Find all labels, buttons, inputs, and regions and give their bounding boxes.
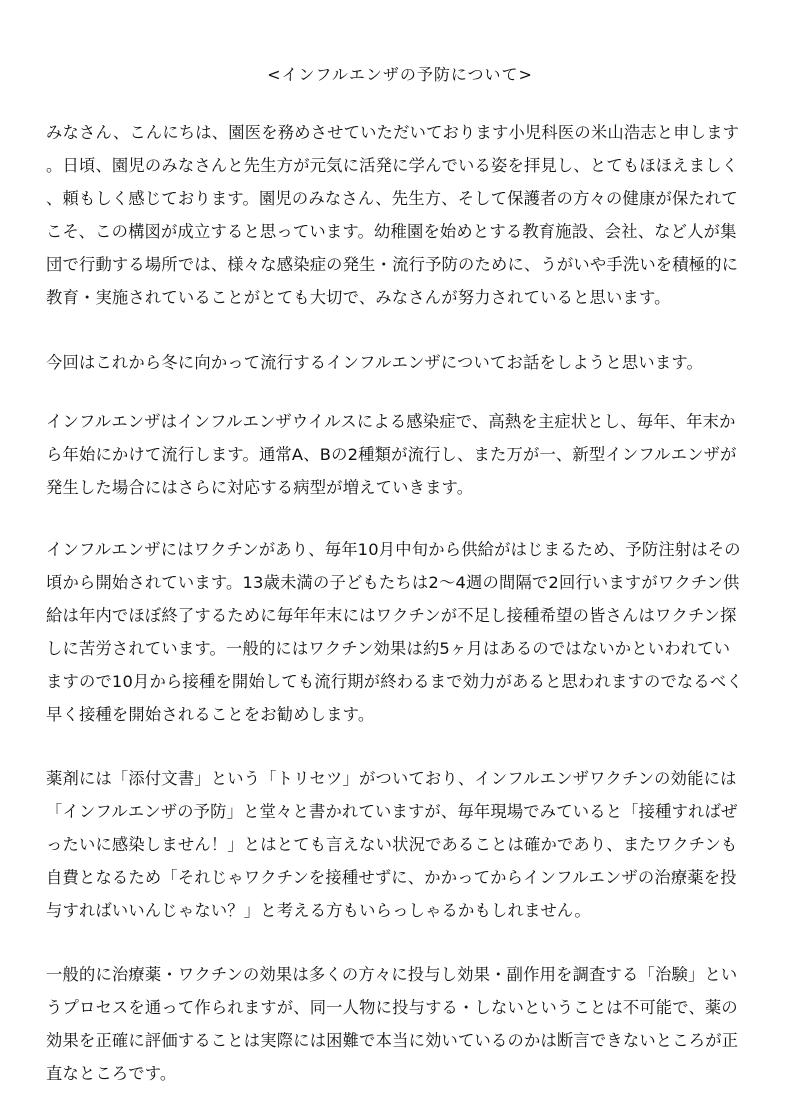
text-line: 発生した場合にはさらに対応する病型が増えていきます。	[46, 478, 474, 497]
text-line: 早く接種を開始されることをお勧めします。	[46, 705, 375, 724]
paragraph-influenza-overview	[46, 405, 786, 504]
text-line: 頃から開始されています。13歳未満の子どもたちは2～4週の間隔で2回行いますがワクチン供	[46, 573, 740, 592]
paragraph-topic	[46, 346, 786, 379]
text-line: 、頼もしく感じております。園児のみなさん、先生方、そして保護者の方々の健康が保たれて	[46, 189, 738, 208]
text-line: 与すればいいんじゃない？」と考える方もいらっしゃるかもしれません。	[46, 901, 591, 920]
paragraph-package-insert	[46, 762, 786, 927]
text-line: 給は年内でほぼ終了するために毎年年末にはワクチンが不足し接種希望の皆さんはワクチン探	[46, 606, 737, 625]
text-line: 「インフルエンザの予防」と堂々と書かれていますが、毎年現場でみていると「接種すればぜ	[46, 802, 738, 821]
text-line: 。日頃、園児のみなさんと先生方が元気に活発に学んでいる姿を拝見し、とてもほほえましく	[46, 156, 739, 175]
text-line: しに苦労されています。一般的にはワクチン効果は約5ヶ月はあるのではないかといわれてい	[46, 639, 731, 658]
text-line: こそ、この構図が成立すると思っています。幼稚園を始めとする教育施設、会社、など人が集	[46, 222, 737, 241]
paragraph-clinical-trials	[46, 958, 786, 1090]
text-line: 薬剤には「添付文書」という「トリセツ」がついており、インフルエンザワクチンの効能には	[46, 769, 737, 788]
text-line: 直なところです。	[46, 1064, 177, 1083]
text-line: うプロセスを通って作られますが、同一人物に投与する・しないということは不可能で、薬の	[46, 998, 738, 1017]
text-line: 団で行動する場所では、様々な感染症の発生・流行予防のために、うがいや手洗いを積極的に	[46, 255, 739, 274]
paragraph-vaccine-schedule	[46, 533, 786, 731]
text-line: 今回はこれから冬に向かって流行するインフルエンザについてお話をしようと思います。	[46, 353, 703, 372]
text-line: 効果を正確に評価することは実際には困難で本当に効いているのかは断言できないところが正	[46, 1031, 739, 1050]
text-line: ますので10月から接種を開始しても流行期が終わるまで効力があると思われますのでなるべく	[46, 672, 743, 691]
text-line: インフルエンザにはワクチンがあり、毎年10月中旬から供給がはじまるため、予防注射はその	[46, 540, 741, 559]
text-line: ら年始にかけて流行します。通常A、Bの2種類が流行し、また万が一、新型インフルエンザが	[46, 445, 737, 464]
text-line: 教育・実施されていることがとても大切で、みなさんが努力されていると思います。	[46, 288, 671, 307]
text-line: インフルエンザはインフルエンザウイルスによる感染症で、高熱を主症状とし、毎年、年末か	[46, 412, 736, 431]
text-line: 自費となるため「それじゃワクチンを接種せずに、かかってからインフルエンザの治療薬を投	[46, 868, 737, 887]
document-title: <インフルエンザの予防について>	[267, 65, 533, 84]
text-line: みなさん、こんにちは、園医を務めさせていただいております小児科医の米山浩志と申します	[46, 123, 740, 142]
paragraph-greeting	[46, 116, 786, 314]
text-line: 一般的に治療薬・ワクチンの効果は多くの方々に投与し効果・副作用を調査する「治験」とい	[46, 965, 738, 984]
text-line: ったいに感染しません！」とはとても言えない状況であることは確かであり、またワクチンも	[46, 835, 738, 854]
